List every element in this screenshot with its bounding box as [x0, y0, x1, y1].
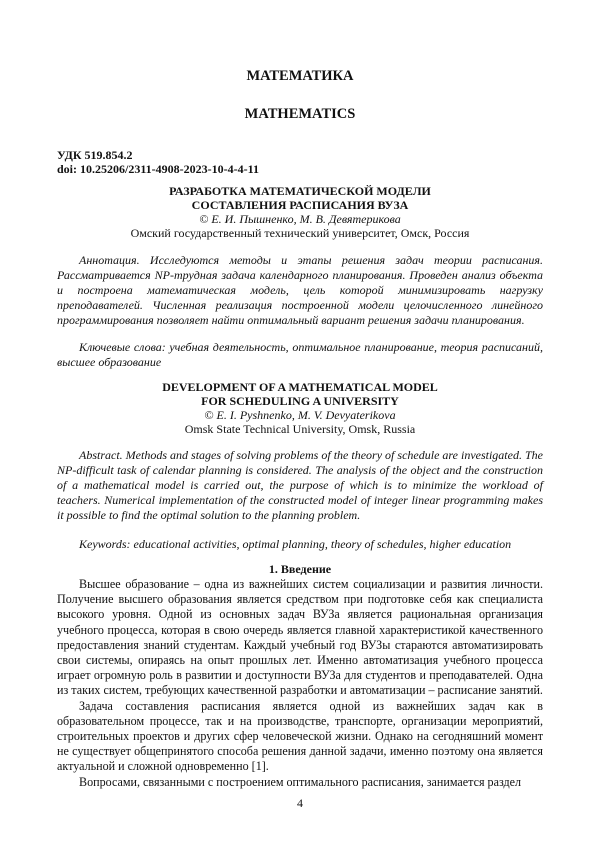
page-number: 4 [297, 796, 303, 810]
section-title-ru: МАТЕМАТИКА [246, 68, 354, 84]
en-title-line2: FOR SCHEDULING A UNIVERSITY [201, 393, 399, 408]
ru-affiliation: Омский государственный технический университет, Омск, Россия [130, 226, 470, 240]
doi: doi: 10.25206/2311-4908-2023-10-4-4-11 [57, 162, 259, 176]
paragraph: Высшее образование – одна из важнейших систем социализации и развития личности. Получение высшего образования является средством при подготовке себя как специалиста высокого уровня. Одной из основных задач ВУЗа является рациональная организация учебного процесса, которая в свою очередь является главной характеристикой качественного предоставления знаний студентам. Каждый учебный год ВУЗы стараются автоматизировать свои системы, опираясь на опыт прошлых лет. Именно автоматизация учебного процесса играет огромную роль в развитии и доступности ВУЗа для студентов и преподавателей. Одна из таких систем, требующих качественной разработки и автоматизации – расписание занятий. [57, 577, 543, 698]
udc-code: УДК 519.854.2 [57, 148, 133, 162]
paper-page [57, 0, 543, 848]
ru-header-block [57, 185, 543, 240]
ru-authors: © Е. И. Пышненко, М. В. Девятерикова [199, 212, 401, 226]
paragraph: Вопросами, связанными с построением оптимального расписания, занимается раздел [79, 774, 522, 789]
body-text [57, 577, 543, 790]
ru-title-line2: СОСТАВЛЕНИЯ РАСПИСАНИЯ ВУЗА [191, 197, 409, 212]
paragraph: Задача составления расписания является одной из важнейших задач как в образовательном процессе, так и на производстве, транспорте, организации мероприятий, строительных проектов и других сфер человеческой жизни. Однако на сегодняшний момент не существует общепринятого способа решения данной задачи, именно поэтому она является актуальной и сложной одновременно [1]. [57, 698, 543, 774]
en-authors: © E. I. Pyshnenko, M. V. Devyaterikova [204, 408, 396, 422]
ru-keywords: Ключевые слова: учебная деятельность, оптимальное планирование, теория расписаний, высшее образование [57, 340, 543, 369]
ru-title-line1: РАЗРАБОТКА МАТЕМАТИЧЕСКОЙ МОДЕЛИ [169, 184, 431, 198]
ru-abstract: Аннотация. Исследуются методы и этапы решения задач теории расписания. Рассматривается NP-трудная задача календарного планирования. Проведен анализ объекта и построена математическая модель, цель которой минимизировать нагрузку преподавателей. Численная реализация построенной модели целочисленного линейного программирования позволяет найти оптимальный вариант решения задачи планирования. [57, 253, 543, 327]
section-title-en: MATHEMATICS [244, 106, 356, 122]
en-affiliation: Omsk State Technical University, Omsk, Russia [184, 422, 416, 436]
en-header-block [57, 381, 543, 436]
article-meta [57, 148, 259, 176]
en-keywords: Keywords: educational activities, optimal planning, theory of schedules, higher education [79, 537, 512, 551]
en-abstract: Abstract. Methods and stages of solving problems of the theory of schedule are investigated. The NP-difficult task of calendar planning is considered. The analysis of the object and the construction of a mathematical model is carried out, the purpose of which is to minimize the workload of teachers. Numerical implementation of the constructed model of integer linear programming makes it possible to find the optimal solution to the planning problem. [57, 448, 543, 522]
section-heading: 1. Введение [268, 562, 332, 576]
en-title-line1: DEVELOPMENT OF A MATHEMATICAL MODEL [162, 380, 438, 394]
